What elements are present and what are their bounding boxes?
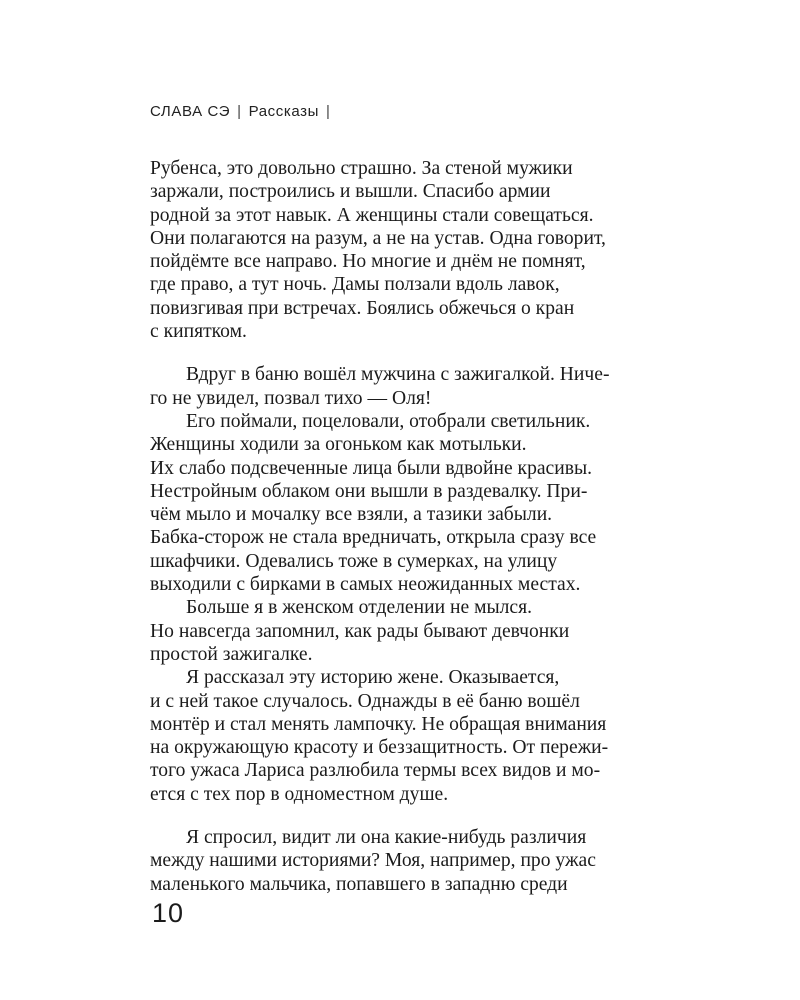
text-line: маленького мальчика, попавшего в западню среди [150, 873, 568, 895]
text-line: Вдруг в баню вошёл мужчина с зажигалкой. Ниче- [186, 364, 610, 386]
page-number: 10 [152, 898, 185, 928]
header-section: Рассказы [248, 103, 319, 120]
text-line: Бабка-сторож не стала вредничать, открыла сразу все [150, 527, 597, 549]
text-line: Рубенса, это довольно страшно. За стеной мужики [150, 158, 573, 179]
text-line: Но навсегда запомнил, как рады бывают девчонки [150, 620, 570, 642]
text-line: простой зажигалке. [150, 643, 313, 665]
text-line: где право, а тут ночь. Дамы ползали вдоль лавок, [150, 274, 560, 296]
text-line: монтёр и стал менять лампочку. Не обращая внимания [150, 713, 607, 735]
text-line: Их слабо подсвеченные лица были вдвойне красивы. [150, 457, 593, 479]
text-line: Я рассказал эту историю жене. Оказывается, [186, 667, 560, 689]
text-line: повизгивая при встречах. Боялись обжечься о кран [150, 297, 575, 319]
text-line: Больше я в женском отделении не мылся. [186, 597, 533, 619]
text-line: Женщины ходили за огоньком как мотыльки. [150, 434, 527, 456]
section-gap [150, 806, 670, 826]
text-line: между нашими историями? Моя, например, про ужас [150, 850, 596, 872]
header-separator: | [237, 103, 242, 120]
text-line: заржали, построились и вышли. Спасибо армии [150, 181, 551, 203]
text-line: го не увидел, позвал тихо — Оля! [150, 387, 432, 409]
text-line: Они полагаются на разум, а не на устав. Одна говорит, [150, 227, 606, 249]
header-author: СЛАВА СЭ [150, 103, 231, 120]
body-text [150, 157, 670, 896]
text-line: Я спросил, видит ли она какие-нибудь различия [186, 827, 587, 849]
header-trailing-separator: | [325, 103, 331, 120]
text-line: пойдёмте все направо. Но многие и днём не помнят, [150, 251, 586, 273]
text-line: ется с тех пор в одноместном душе. [150, 783, 449, 805]
text-line: шкафчики. Одевались тоже в сумерках, на улицу [150, 550, 558, 572]
text-line: Его поймали, поцеловали, отобрали светильник. [186, 410, 591, 432]
text-line: выходили с бирками в самых неожиданных местах. [150, 574, 581, 596]
text-line: и с ней такое случалось. Однажды в её баню вошёл [150, 690, 580, 712]
text-line: на окружающую красоту и беззащитность. От пережи- [150, 737, 609, 759]
running-header [150, 103, 337, 120]
text-line: родной за этот навык. А женщины стали совещаться. [150, 204, 594, 226]
section-gap [150, 343, 670, 363]
text-line: того ужаса Лариса разлюбила термы всех видов и мо- [150, 760, 601, 782]
text-line: Нестройным облаком они вышли в раздевалку. При- [150, 480, 588, 502]
text-line: чём мыло и мочалку все взяли, а тазики забыли. [150, 504, 553, 526]
text-line: с кипятком. [150, 321, 247, 343]
